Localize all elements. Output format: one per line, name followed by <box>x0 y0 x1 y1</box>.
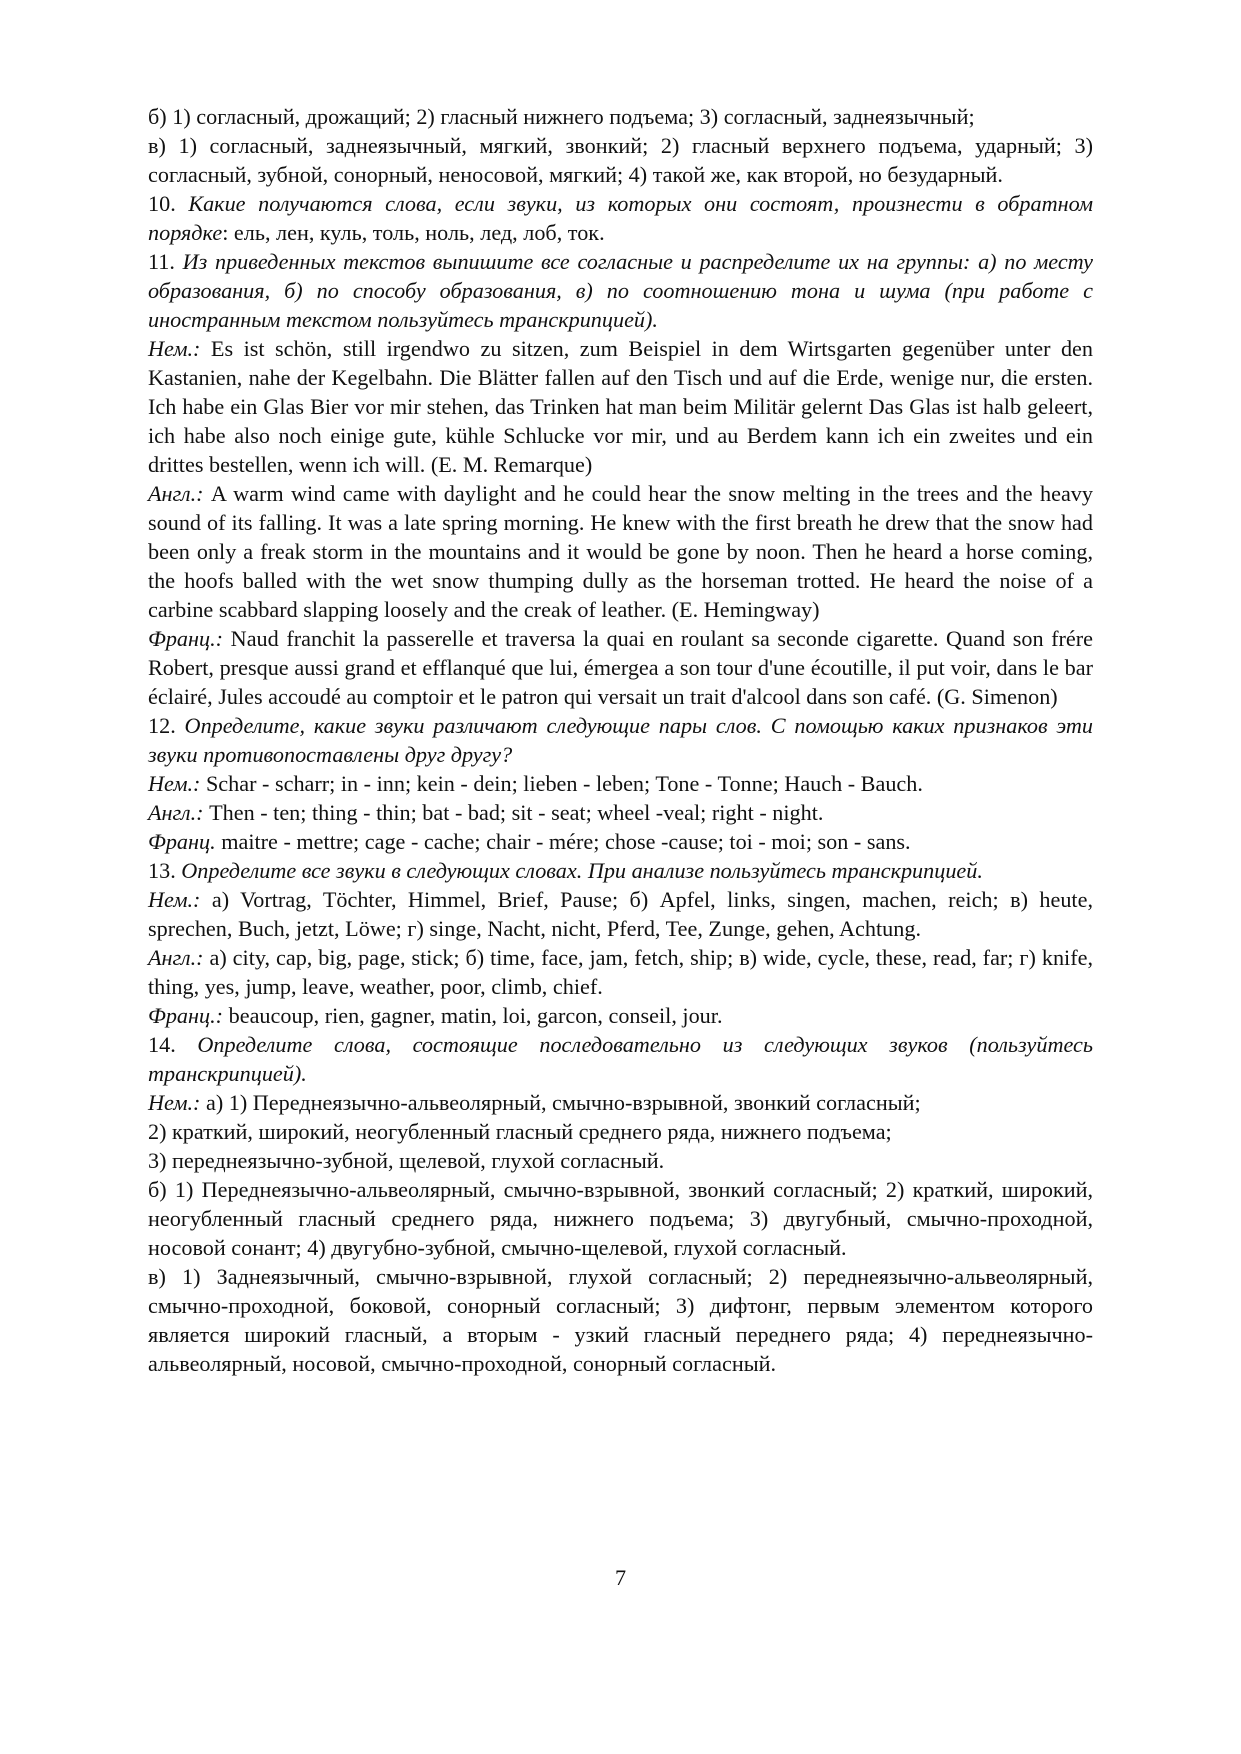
exercise-11-prompt: Из приведенных текстов выпишите все согласные и распределите их на группы: а) по месту образования, б) по способу образования, в) по соотношению тона и шума (при работе с иностранным текстом пользуйтесь транскрипцией). <box>148 249 1093 332</box>
french-text: Naud franchit la passerelle et traversa la quai en roulant sa seconde cigarette. Quand son frére Robert, presque aussi grand et efflanqué que lui, émergea a son tour d'une écoutille, il put voir, dans le bar éclairé, Jules accoudé au comptoir et le patron qui versait un trait d'alcool dans son café. (G. Simenon) <box>148 626 1093 709</box>
french-text: beaucoup, rien, gagner, matin, loi, garcon, conseil, jour. <box>223 1003 723 1028</box>
exercise-12-prompt: Определите, какие звуки различают следующие пары слов. С помощью каких признаков эти звуки противопоставлены друг другу? <box>148 713 1094 767</box>
german-label: Нем.: <box>148 771 201 796</box>
english-label: Англ.: <box>148 481 204 506</box>
german-text: Schar - scharr; in - inn; kein - dein; lieben - leben; Tone - Tonne; Hauch - Bauch. <box>200 771 923 796</box>
page-body <box>148 102 1093 1378</box>
exercise-12-english <box>148 798 1093 827</box>
english-text: a) city, cap, big, page, stick; б) time, face, jam, fetch, ship; в) wide, cycle, these, read, far; г) knife, thing, yes, jump, leave, weather, poor, climb, chief. <box>148 945 1093 999</box>
german-text: a) Vortrag, Töchter, Himmel, Brief, Pause; б) Apfel, links, singen, machen, reich; в) heute, sprechen, Buch, jetzt, Löwe; г) singe, Nacht, nicht, Pferd, Tee, Zunge, gehen, Achtung. <box>148 887 1093 941</box>
exercise-13-german <box>148 885 1093 943</box>
french-label: Франц.: <box>148 1003 224 1028</box>
intro-b-line: б) 1) согласный, дрожащий; 2) гласный нижнего подъема; 3) согласный, заднеязычный; <box>148 104 975 129</box>
exercise-14-number: 14. <box>148 1032 198 1057</box>
exercise-10-words: : ель, лен, куль, толь, ноль, лед, лоб, ток. <box>222 220 605 245</box>
exercise-14-a1 <box>148 1088 1093 1117</box>
exercise-11-english <box>148 479 1093 624</box>
exercise-14 <box>148 1030 1093 1088</box>
exercise-10 <box>148 189 1093 247</box>
german-label: Нем.: <box>148 336 201 361</box>
exercise-14-v: в) 1) Заднеязычный, смычно-взрывной, глухой согласный; 2) переднеязычно-альвеолярный, смычно-проходной, боковой, сонорный согласный; 3) дифтонг, первым элементом которого является широкий гласный, а вторым - узкий гласный переднего ряда; 4) переднеязычно-альвеолярный, носовой, смычно-проходной, сонорный согласный. <box>148 1264 1093 1376</box>
german-label: Нем.: <box>148 1090 201 1115</box>
french-label: Франц.: <box>148 626 224 651</box>
exercise-13-french <box>148 1001 1093 1030</box>
exercise-12 <box>148 711 1093 769</box>
english-label: Англ.: <box>148 945 204 970</box>
exercise-10-prompt: Какие получаются слова, если звуки, из которых они состоят, произнести в обратном порядке <box>148 191 1094 245</box>
exercise-13-prompt: Определите все звуки в следующих словах. При анализе пользуйтесь транскрипцией. <box>181 858 983 883</box>
exercise-14-a3: 3) переднеязычно-зубной, щелевой, глухой согласный. <box>148 1148 665 1173</box>
exercise-11-german <box>148 334 1093 479</box>
exercise-13-number: 13. <box>148 858 182 883</box>
exercise-14-prompt: Определите слова, состоящие последовательно из следующих звуков (пользуйтесь транскрипцией). <box>148 1032 1093 1086</box>
english-text: A warm wind came with daylight and he could hear the snow melting in the trees and the heavy sound of its falling. It was a late spring morning. He knew with the first breath he drew that the snow had been only a freak storm in the mountains and it would be gone by noon. Then he heard a horse coming, the hoofs balled with the wet snow thumping dully as the horseman trotted. He heard the noise of a carbine scabbard slapping loosely and the creak of leather. (E. Hemingway) <box>148 481 1093 622</box>
english-label: Англ.: <box>148 800 204 825</box>
german-text: Es ist schön, still irgendwo zu sitzen, zum Beispiel in dem Wirtsgarten gegenüber unter den Kastanien, nahe der Kegelbahn. Die Blätter fallen auf den Tisch und auf die Erde, wenige nur, die ersten. Ich habe ein Glas Bier vor mir stehen, das Trinken hat man beim Militär gelernt Das Glas ist halb geleert, ich habe also noch einige gute, kühle Schlucke vor mir, und au Berdem kann ich ein zweites und ein drittes bestellen, wenn ich will. (E. M. Remarque) <box>148 336 1093 477</box>
exercise-11-number: 11. <box>148 249 183 274</box>
exercise-12-french <box>148 827 1093 856</box>
exercise-12-number: 12. <box>148 713 185 738</box>
exercise-11-french <box>148 624 1093 711</box>
exercise-13-english <box>148 943 1093 1001</box>
intro-v-paragraph: в) 1) согласный, заднеязычный, мягкий, звонкий; 2) гласный верхнего подъема, ударный; 3) согласный, зубной, сонорный, неносовой, мягкий; 4) такой же, как второй, но безударный. <box>148 133 1093 187</box>
exercise-10-number: 10. <box>148 191 189 216</box>
exercise-14-a1-text: а) 1) Переднеязычно-альвеолярный, смычно-взрывной, звонкий согласный; <box>200 1090 921 1115</box>
exercise-14-a2: 2) краткий, широкий, неогубленный гласный среднего ряда, нижнего подъема; <box>148 1119 892 1144</box>
exercise-11 <box>148 247 1093 334</box>
french-label: Франц. <box>148 829 216 854</box>
english-text: Then - ten; thing - thin; bat - bad; sit - seat; wheel -veal; right - night. <box>203 800 824 825</box>
german-label: Нем.: <box>148 887 201 912</box>
page-number: 7 <box>614 1565 627 1590</box>
exercise-13 <box>148 856 1093 885</box>
exercise-12-german <box>148 769 1093 798</box>
exercise-14-b: б) 1) Переднеязычно-альвеолярный, смычно-взрывной, звонкий согласный; 2) краткий, широкий, неогубленный гласный среднего ряда, нижнего подъема; 3) двугубный, смычно-проходной, носовой сонант; 4) двугубно-зубной, смычно-щелевой, глухой согласный. <box>148 1177 1093 1260</box>
french-text: maitre - mettre; cage - cache; chair - mére; chose -cause; toi - moi; son - sans. <box>215 829 911 854</box>
